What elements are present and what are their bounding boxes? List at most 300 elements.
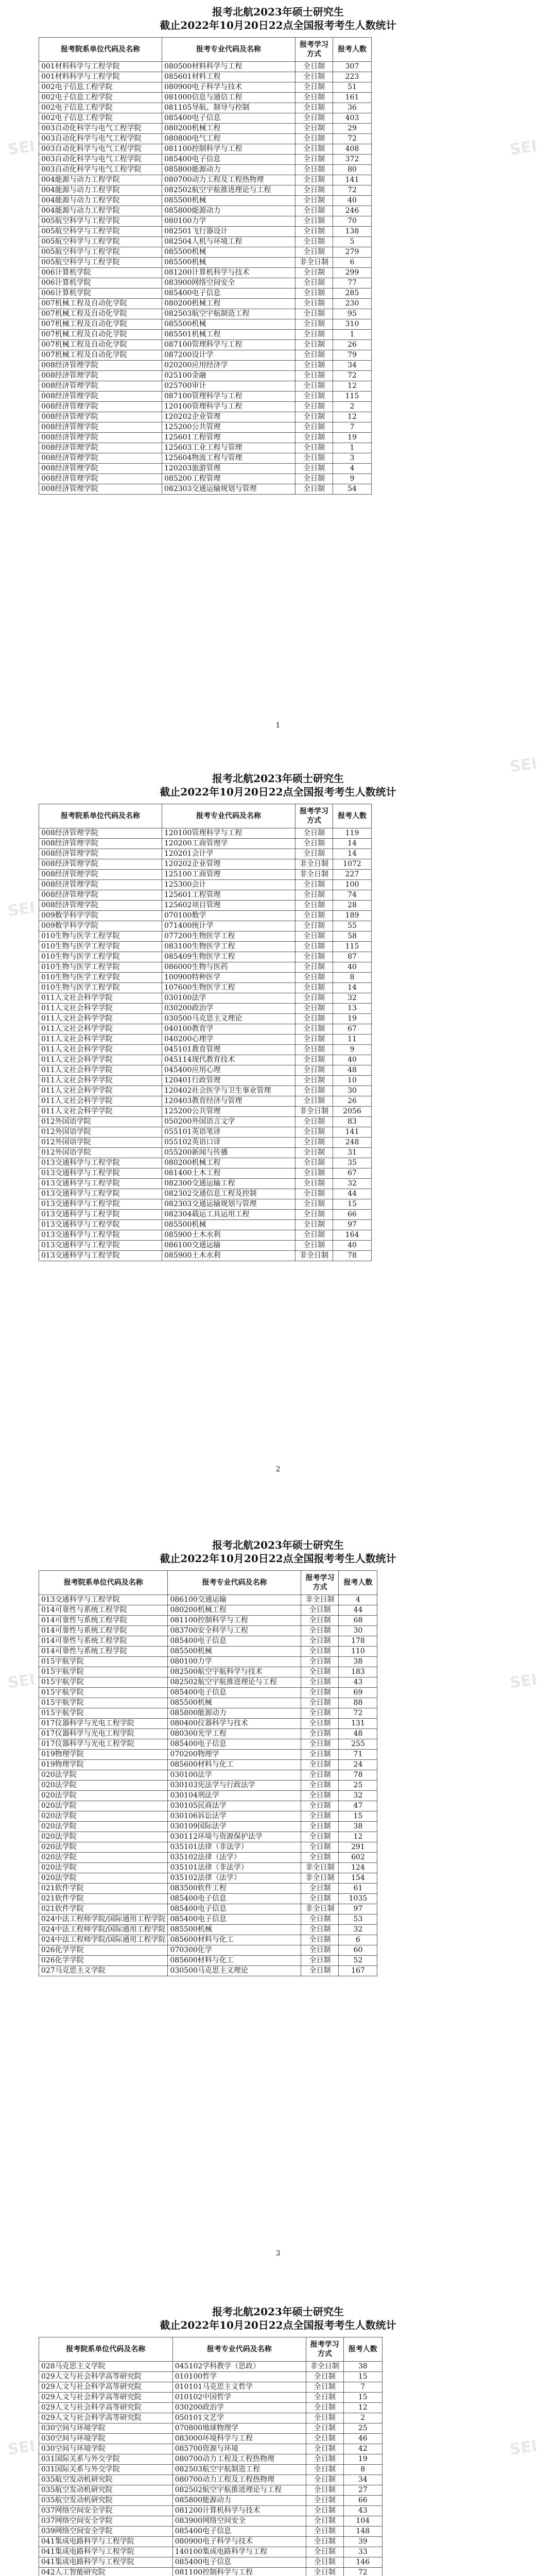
cell-major: 085500机械	[168, 1647, 301, 1657]
cell-mode: 非全日制	[296, 859, 333, 870]
cell-mode: 全日制	[301, 1667, 339, 1677]
cell-major: 120402社会医学与卫生事业管理	[162, 1086, 296, 1096]
table-row	[39, 1935, 377, 1945]
cell-mode: 全日制	[296, 474, 333, 484]
cell-major: 082303交通运输规划与管理	[162, 484, 296, 495]
table-row	[39, 330, 372, 340]
table-row	[39, 350, 372, 361]
cell-unit: 006计算机学院	[39, 268, 162, 278]
table-row	[39, 1647, 377, 1657]
table-row	[39, 1770, 377, 1781]
cell-count: 32	[339, 1791, 377, 1801]
header-mode: 报考学习方式	[306, 2337, 343, 2362]
cell-major: 120201会计学	[162, 849, 296, 859]
cell-unit: 017仪器科学与光电工程学院	[39, 1739, 168, 1750]
table-row	[39, 2454, 383, 2465]
cell-mode: 全日制	[301, 1842, 339, 1853]
statistics-table	[39, 37, 372, 495]
page-3	[0, 1533, 556, 2258]
table-row	[39, 1760, 377, 1770]
cell-count: 74	[333, 890, 372, 901]
cell-unit: 011人文社会科学学院	[39, 1076, 162, 1086]
cell-count: 72	[343, 2568, 382, 2576]
cell-mode: 全日制	[296, 1086, 333, 1096]
cell-major: 085800能源动力	[168, 1708, 301, 1719]
cell-major: 125200公共管理	[162, 422, 296, 433]
table-row	[39, 911, 372, 921]
cell-major: 081100控制科学与工程	[162, 144, 296, 155]
table-row	[39, 103, 372, 113]
cell-unit: 030空间与环境学院	[39, 2444, 173, 2454]
cell-major: 100900特种医学	[162, 973, 296, 983]
cell-major: 080700动力工程及工程热物理	[172, 2454, 306, 2465]
watermark: SEI	[508, 2437, 538, 2459]
cell-unit: 004能源与动力工程学院	[39, 196, 162, 206]
cell-unit: 013交通科学与工程学院	[39, 1220, 162, 1230]
cell-mode: 全日制	[301, 1750, 339, 1760]
cell-count: 48	[339, 1729, 377, 1739]
page-number: 1	[275, 721, 281, 730]
cell-count: 246	[333, 206, 372, 216]
cell-major: 070100数学	[162, 911, 296, 921]
cell-major: 125601工程管理	[162, 890, 296, 901]
cell-unit: 017仪器科学与光电工程学院	[39, 1729, 168, 1739]
cell-mode: 全日制	[301, 1626, 339, 1636]
cell-mode: 全日制	[306, 2382, 343, 2393]
cell-major: 081000信息与通信工程	[162, 93, 296, 103]
cell-count: 68	[339, 1616, 377, 1626]
cell-major: 085800能源动力	[162, 206, 296, 216]
cell-major: 140100集成电路科学与工程	[172, 2547, 306, 2557]
cell-major: 082502航空宇航推进理论与工程	[162, 185, 296, 196]
cell-count: 141	[333, 175, 372, 185]
cell-mode: 全日制	[301, 1811, 339, 1822]
cell-mode: 全日制	[296, 350, 333, 361]
cell-unit: 008经济管理学院	[39, 839, 162, 849]
cell-mode: 全日制	[296, 901, 333, 911]
cell-count: 42	[343, 2444, 382, 2454]
table-row	[39, 165, 372, 175]
cell-major: 080400仪器科学与技术	[168, 1719, 301, 1729]
header-major: 报考专业代码及名称	[162, 38, 296, 62]
cell-count: 46	[343, 2434, 382, 2444]
cell-mode: 全日制	[301, 1657, 339, 1667]
cell-count: 2	[333, 402, 372, 412]
cell-count: 5	[333, 237, 372, 247]
cell-mode: 非全日制	[296, 258, 333, 268]
cell-mode: 全日制	[296, 1241, 333, 1251]
cell-mode: 全日制	[301, 1677, 339, 1688]
cell-mode: 全日制	[296, 1220, 333, 1230]
cell-count: 95	[333, 309, 372, 319]
cell-count: 9	[333, 474, 372, 484]
cell-unit: 012外国语学院	[39, 1138, 162, 1148]
cell-mode: 全日制	[296, 880, 333, 890]
cell-mode: 全日制	[306, 2527, 343, 2537]
cell-mode: 全日制	[296, 1179, 333, 1189]
cell-count: 32	[339, 1925, 377, 1935]
cell-unit: 029人文与社会科学高等研究院	[39, 2413, 173, 2424]
cell-count: 9	[333, 1045, 372, 1055]
cell-mode: 全日制	[296, 361, 333, 371]
cell-unit: 012外国语学院	[39, 1148, 162, 1158]
cell-unit: 005航空科学与工程学院	[39, 247, 162, 258]
cell-major: 085400电子信息	[162, 113, 296, 124]
cell-unit: 039网络空间安全学院	[39, 2527, 173, 2537]
cell-mode: 全日制	[296, 206, 333, 216]
cell-mode: 全日制	[296, 839, 333, 849]
cell-major: 085400电子信息	[162, 155, 296, 165]
cell-mode: 全日制	[296, 175, 333, 185]
cell-major: 082503航空宇航制造工程	[162, 309, 296, 319]
cell-unit: 008经济管理学院	[39, 870, 162, 880]
cell-count: 72	[333, 185, 372, 196]
cell-unit: 008经济管理学院	[39, 371, 162, 381]
cell-unit: 010生物与医学工程学院	[39, 983, 162, 993]
cell-mode: 全日制	[296, 1138, 333, 1148]
cell-mode: 全日制	[296, 309, 333, 319]
cell-count: 44	[339, 1605, 377, 1616]
cell-major: 081105导航、制导与控制	[162, 103, 296, 113]
cell-unit: 020法学院	[39, 1811, 168, 1822]
header-mode: 报考学习方式	[296, 38, 333, 62]
cell-major: 010101马克思主义哲学	[172, 2382, 306, 2393]
cell-major: 083900网络空间安全	[172, 2516, 306, 2527]
page-2	[0, 754, 556, 1473]
table-row	[39, 1605, 377, 1616]
cell-count: 115	[333, 392, 372, 402]
cell-count: 52	[339, 1956, 377, 1966]
table-row	[39, 299, 372, 309]
cell-mode: 全日制	[296, 103, 333, 113]
cell-count: 87	[333, 952, 372, 962]
cell-major: 085500机械	[162, 319, 296, 330]
cell-major: 082303交通运输规划与管理	[162, 1199, 296, 1210]
cell-major: 035102法律（法学）	[168, 1873, 301, 1884]
cell-major: 125300会计	[162, 880, 296, 890]
cell-major: 071400统计学	[162, 921, 296, 931]
cell-mode: 全日制	[296, 993, 333, 1004]
cell-count: 223	[333, 72, 372, 82]
cell-unit: 015宇航学院	[39, 1688, 168, 1698]
cell-mode: 全日制	[296, 268, 333, 278]
cell-count: 43	[343, 2506, 382, 2516]
table-row	[39, 993, 372, 1004]
cell-mode: 非全日制	[296, 870, 333, 880]
cell-unit: 002电子信息工程学院	[39, 82, 162, 93]
cell-count: 7	[333, 422, 372, 433]
cell-major: 081400土木工程	[162, 1168, 296, 1179]
cell-unit: 003自动化科学与电气工程学院	[39, 144, 162, 155]
cell-unit: 012外国语学院	[39, 1127, 162, 1138]
cell-count: 70	[333, 216, 372, 227]
cell-mode: 全日制	[306, 2372, 343, 2382]
cell-unit: 011人文社会科学学院	[39, 1035, 162, 1045]
cell-count: 8	[333, 973, 372, 983]
table-row	[39, 2393, 383, 2403]
cell-count: 14	[333, 849, 372, 859]
cell-unit: 002电子信息工程学院	[39, 103, 162, 113]
table-row	[39, 484, 372, 495]
cell-count: 10	[333, 1076, 372, 1086]
cell-unit: 031国际关系与外交学院	[39, 2465, 173, 2475]
cell-major: 107600生物医学工程	[162, 983, 296, 993]
cell-major: 045101教育管理	[162, 1045, 296, 1055]
table-row	[39, 973, 372, 983]
cell-count: 48	[333, 1065, 372, 1076]
cell-unit: 005航空科学与工程学院	[39, 216, 162, 227]
cell-major: 085500机械	[168, 1925, 301, 1935]
cell-major: 081200计算机科学与技术	[172, 2506, 306, 2516]
cell-count: 4	[339, 1595, 377, 1605]
cell-unit: 008经济管理学院	[39, 361, 162, 371]
cell-unit: 013交通科学与工程学院	[39, 1189, 162, 1199]
cell-count: 40	[333, 1241, 372, 1251]
cell-major: 040100教育学	[162, 1024, 296, 1035]
cell-mode: 非全日制	[301, 1595, 339, 1605]
cell-count: 97	[339, 1904, 377, 1914]
cell-count: 403	[333, 113, 372, 124]
cell-major: 085500机械	[168, 1698, 301, 1708]
cell-count: 14	[333, 839, 372, 849]
cell-mode: 全日制	[296, 1014, 333, 1024]
cell-major: 035101法律（非法学）	[168, 1863, 301, 1873]
cell-mode: 全日制	[296, 453, 333, 464]
cell-unit: 030空间与环境学院	[39, 2434, 173, 2444]
table-header-row	[39, 38, 372, 62]
cell-count: 7	[343, 2382, 382, 2393]
cell-count: 161	[333, 93, 372, 103]
table-row	[39, 1894, 377, 1904]
cell-count: 39	[343, 2537, 382, 2547]
cell-unit: 014可靠性与系统工程学院	[39, 1616, 168, 1626]
table-row	[39, 1657, 377, 1667]
cell-major: 125604物流工程与管理	[162, 453, 296, 464]
cell-mode: 全日制	[301, 1914, 339, 1925]
cell-count: 88	[339, 1698, 377, 1708]
cell-major: 120203旅游管理	[162, 464, 296, 474]
table-row	[39, 1616, 377, 1626]
cell-mode: 全日制	[296, 319, 333, 330]
watermark: SEI	[508, 754, 538, 776]
cell-count: 79	[333, 350, 372, 361]
page-title-line2: 截止2022年10月20日22点全国报考考生人数统计	[160, 786, 396, 798]
cell-count: 124	[339, 1863, 377, 1873]
cell-mode: 全日制	[296, 973, 333, 983]
table-row	[39, 1708, 377, 1719]
header-count: 报考人数	[343, 2337, 382, 2362]
page-number: 3	[275, 2249, 281, 2258]
cell-mode: 全日制	[296, 1168, 333, 1179]
page-title-line2: 截止2022年10月20日22点全国报考考生人数统计	[160, 19, 396, 31]
cell-mode: 全日制	[296, 911, 333, 921]
cell-mode: 全日制	[296, 381, 333, 392]
header-major: 报考专业代码及名称	[172, 2337, 306, 2362]
cell-unit: 041集成电路科学与工程学院	[39, 2557, 173, 2568]
cell-unit: 029人文与社会科学高等研究院	[39, 2393, 173, 2403]
cell-major: 085500机械	[162, 196, 296, 206]
table-row	[39, 2434, 383, 2444]
cell-unit: 017仪器科学与光电工程学院	[39, 1719, 168, 1729]
table-row	[39, 1781, 377, 1791]
table-row	[39, 2413, 383, 2424]
cell-major: 125601工程管理	[162, 433, 296, 443]
table-row	[39, 62, 372, 72]
cell-unit: 024中法工程师学院/国际通用工程学院	[39, 1925, 168, 1935]
cell-major: 030100法学	[168, 1770, 301, 1781]
table-row	[39, 870, 372, 880]
table-row	[39, 1884, 377, 1894]
cell-unit: 007机械工程及自动化学院	[39, 309, 162, 319]
table-row	[39, 1719, 377, 1729]
cell-unit: 015宇航学院	[39, 1698, 168, 1708]
cell-count: 72	[333, 134, 372, 144]
cell-unit: 020法学院	[39, 1873, 168, 1884]
cell-mode: 全日制	[301, 1894, 339, 1904]
table-row	[39, 1822, 377, 1832]
table-row	[39, 2485, 383, 2496]
table-row	[39, 340, 372, 350]
table-row	[39, 72, 372, 82]
cell-mode: 全日制	[301, 1956, 339, 1966]
table-row	[39, 216, 372, 227]
cell-mode: 全日制	[306, 2475, 343, 2485]
cell-mode: 全日制	[296, 289, 333, 299]
table-row	[39, 1914, 377, 1925]
cell-mode: 全日制	[306, 2403, 343, 2413]
watermark: SEI	[508, 1670, 538, 1692]
cell-major: 050101文艺学	[172, 2413, 306, 2424]
cell-mode: 全日制	[306, 2557, 343, 2568]
cell-mode: 全日制	[296, 962, 333, 973]
cell-mode: 全日制	[301, 1832, 339, 1842]
cell-unit: 011人文社会科学学院	[39, 1045, 162, 1055]
cell-major: 120200工商管理学	[162, 839, 296, 849]
cell-count: 8	[343, 2465, 382, 2475]
cell-unit: 037网络空间安全学院	[39, 2506, 173, 2516]
cell-count: 40	[333, 196, 372, 206]
cell-major: 080200机械工程	[162, 1158, 296, 1168]
table-row	[39, 1750, 377, 1760]
cell-mode: 全日制	[301, 1729, 339, 1739]
cell-major: 085200工程管理	[162, 474, 296, 484]
cell-count: 310	[333, 319, 372, 330]
table-row	[39, 1035, 372, 1045]
cell-major: 070800地球物理学	[172, 2424, 306, 2434]
cell-unit: 011人文社会科学学院	[39, 1107, 162, 1117]
cell-count: 1035	[339, 1894, 377, 1904]
cell-mode: 全日制	[296, 72, 333, 82]
cell-mode: 全日制	[301, 1739, 339, 1750]
cell-count: 29	[333, 124, 372, 134]
cell-unit: 021软件学院	[39, 1884, 168, 1894]
cell-mode: 全日制	[306, 2568, 343, 2576]
cell-major: 085600材料与化工	[168, 1760, 301, 1770]
cell-unit: 011人文社会科学学院	[39, 1055, 162, 1065]
cell-count: 3	[333, 453, 372, 464]
cell-mode: 全日制	[301, 1822, 339, 1832]
cell-mode: 全日制	[296, 1004, 333, 1014]
cell-major: 010100哲学	[172, 2372, 306, 2382]
cell-major: 030500马克思主义理论	[162, 1014, 296, 1024]
cell-count: 183	[339, 1667, 377, 1677]
page-title-line1: 报考北航2023年硕士研究生	[212, 6, 344, 18]
cell-unit: 035航空发动机研究院	[39, 2485, 173, 2496]
cell-major: 081200计算机科学与技术	[162, 268, 296, 278]
table-row	[39, 859, 372, 870]
cell-unit: 008经济管理学院	[39, 890, 162, 901]
cell-major: 085400电子信息	[168, 1688, 301, 1698]
cell-count: 77	[333, 278, 372, 289]
cell-mode: 全日制	[296, 1035, 333, 1045]
cell-count: 372	[333, 155, 372, 165]
cell-mode: 全日制	[296, 134, 333, 144]
table-row	[39, 309, 372, 319]
table-row	[39, 962, 372, 973]
cell-unit: 007机械工程及自动化学院	[39, 340, 162, 350]
cell-mode: 全日制	[301, 1791, 339, 1801]
table-row	[39, 890, 372, 901]
table-row	[39, 2496, 383, 2506]
table-header-row	[39, 2337, 383, 2362]
cell-mode: 全日制	[296, 196, 333, 206]
cell-major: 086000生物与医药	[162, 962, 296, 973]
cell-major: 082500航空宇航科学与技术	[168, 1667, 301, 1677]
cell-unit: 009数学科学学院	[39, 921, 162, 931]
cell-mode: 非全日制	[296, 1251, 333, 1261]
cell-mode: 全日制	[306, 2537, 343, 2547]
cell-unit: 008经济管理学院	[39, 412, 162, 422]
cell-count: 51	[333, 82, 372, 93]
table-row	[39, 247, 372, 258]
cell-major: 050200外国语言文学	[162, 1117, 296, 1127]
cell-count: 67	[333, 1024, 372, 1035]
cell-count: 66	[343, 2496, 382, 2506]
cell-mode: 非全日制	[306, 2362, 343, 2372]
cell-mode: 全日制	[296, 931, 333, 942]
cell-count: 164	[333, 1230, 372, 1241]
cell-major: 125602项目管理	[162, 901, 296, 911]
cell-major: 025100金融	[162, 371, 296, 381]
cell-major: 125100工商管理	[162, 870, 296, 880]
header-unit: 报考院系单位代码及名称	[39, 804, 162, 828]
cell-mode: 全日制	[296, 464, 333, 474]
cell-unit: 015宇航学院	[39, 1708, 168, 1719]
cell-count: 25	[343, 2424, 382, 2434]
cell-unit: 037网络空间安全学院	[39, 2516, 173, 2527]
cell-count: 104	[343, 2516, 382, 2527]
cell-count: 110	[339, 1647, 377, 1657]
cell-major: 055101英语笔译	[162, 1127, 296, 1138]
cell-unit: 003自动化科学与电气工程学院	[39, 165, 162, 175]
table-row	[39, 2444, 383, 2454]
cell-count: 78	[333, 1251, 372, 1261]
table-row	[39, 1045, 372, 1055]
cell-major: 085800能源动力	[162, 165, 296, 175]
cell-major: 030106诉讼法学	[168, 1811, 301, 1822]
cell-unit: 029人文与社会科学高等研究院	[39, 2382, 173, 2393]
cell-mode: 全日制	[296, 1076, 333, 1086]
table-row	[39, 880, 372, 890]
cell-mode: 全日制	[296, 828, 333, 839]
cell-mode: 全日制	[301, 1760, 339, 1770]
cell-unit: 008经济管理学院	[39, 453, 162, 464]
cell-unit: 021软件学院	[39, 1904, 168, 1914]
table-row	[39, 1626, 377, 1636]
cell-count: 24	[339, 1760, 377, 1770]
cell-major: 085900土木水利	[162, 1230, 296, 1241]
table-row	[39, 1076, 372, 1086]
